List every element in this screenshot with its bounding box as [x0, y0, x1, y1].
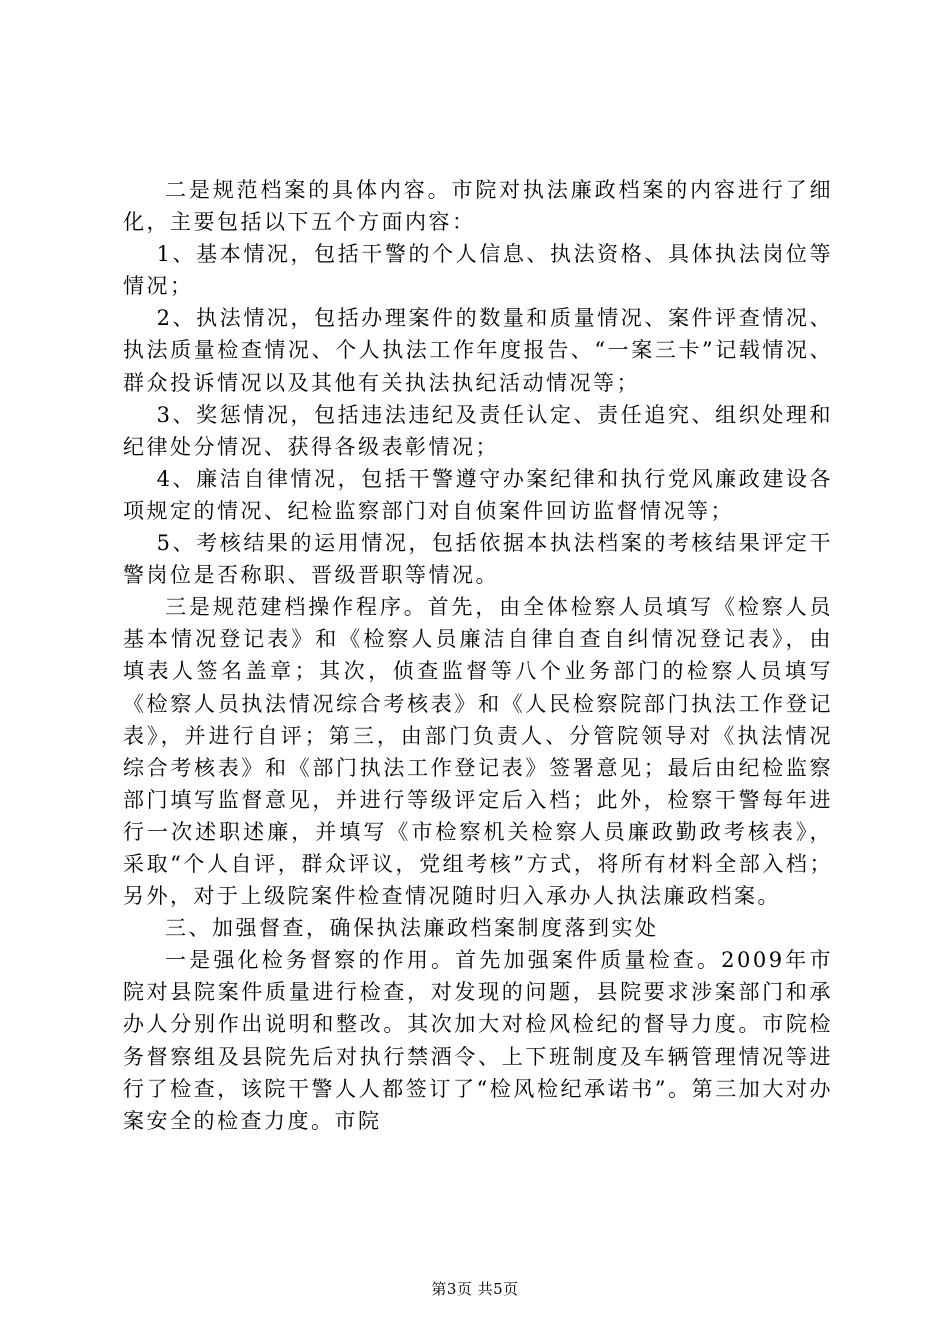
paragraph-item-integrity: 4、廉洁自律情况，包括干警遵守办案纪律和执行党风廉政建设各项规定的情况、纪检监察部门对自侦案件回访监督情况等； [123, 466, 833, 523]
paragraph-archive-content: 二是规范档案的具体内容。市院对执法廉政档案的内容进行了细化，主要包括以下五个方面内容： [123, 178, 833, 235]
section-heading-supervision: 三、加强督查，确保执法廉政档案制度落到实处 [165, 916, 659, 941]
paragraph-item-rewards-penalties: 3、奖惩情况，包括违法违纪及责任认定、责任追究、组织处理和纪律处分情况、获得各级表彰情况； [123, 402, 833, 459]
paragraph-item-basic-info: 1、基本情况，包括干警的个人信息、执法资格、具体执法岗位等情况； [123, 242, 833, 299]
page-number-footer: 第3页 共5页 [431, 1280, 519, 1298]
paragraph-inspection: 一是强化检务督察的作用。首先加强案件质量检查。2009年市院对县院案件质量进行检查，对发现的问题，县院要求涉案部门和承办人分别作出说明和整改。其次加大对检风检纪的督导力度。市院检务督察组及县院先后对执行禁酒令、上下班制度及车辆管理情况等进行了检查，该院干警人人都签订了“检风检纪承诺书”。第三加大对办案安全的检查力度。市院 [123, 948, 833, 1133]
paragraph-item-law-enforcement: 2、执法情况，包括办理案件的数量和质量情况、案件评查情况、执法质量检查情况、个人执法工作年度报告、“一案三卡”记载情况、群众投诉情况以及其他有关执法执纪活动情况等； [123, 306, 833, 395]
document-body [123, 174, 833, 1137]
paragraph-filing-procedure: 三是规范建档操作程序。首先，由全体检察人员填写《检察人员基本情况登记表》和《检察人员廉洁自律自查自纠情况登记表》，由填表人签名盖章；其次，侦查监督等八个业务部门的检察人员填写《检察人员执法情况综合考核表》和《人民检察院部门执法工作登记表》，并进行自评；第三，由部门负责人、分管院领导对《执法情况综合考核表》和《部门执法工作登记表》签署意见；最后由纪检监察部门填写监督意见，并进行等级评定后入档；此外，检察干警每年进行一次述职述廉，并填写《市检察机关检察人员廉政勤政考核表》，采取“个人自评，群众评议，党组考核”方式，将所有材料全部入档；另外，对于上级院案件检查情况随时归入承办人执法廉政档案。 [123, 595, 833, 909]
paragraph-item-assessment: 5、考核结果的运用情况，包括依据本执法档案的考核结果评定干警岗位是否称职、晋级晋职等情况。 [123, 531, 833, 588]
